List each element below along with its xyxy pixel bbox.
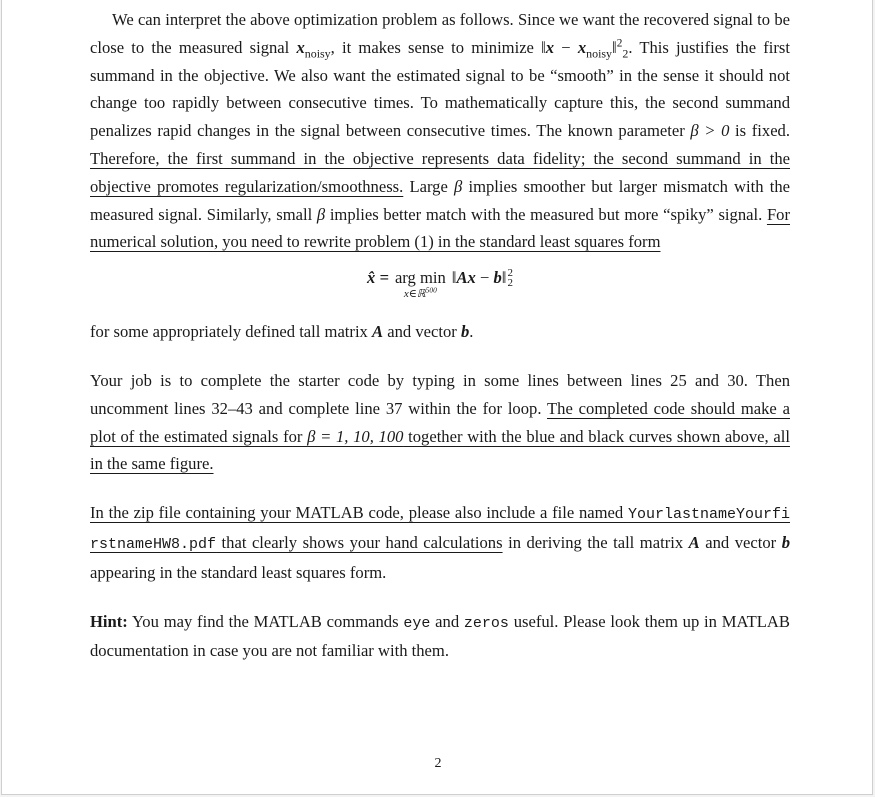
paragraph-hint xyxy=(90,608,790,666)
math-norm-open: ‖ xyxy=(451,268,457,288)
text-run: implies better match with the measured but more “spiky” signal. xyxy=(325,204,767,224)
text-run: Your job is to complete the starter code by typing in some lines between lines 25 and 30. Then uncomment lines 32–43 and complete line 37 within the for loop. xyxy=(90,370,790,418)
text-run: . This justifies the first summand in the objective. We also want the estimated signal to be “smooth” in the sense it should not change too rapidly between consecutive times. To mathematically capture this, the second summand penalizes rapid changes in the signal between consecutive times. The known parameter xyxy=(90,37,790,141)
math-minus: − xyxy=(475,268,494,288)
text-run: implies smoother but larger mismatch with the measured signal. Similarly, small xyxy=(90,176,790,224)
text-run: is fixed. xyxy=(729,121,790,141)
math-beta: β xyxy=(316,204,326,224)
paragraph-zip-file xyxy=(90,499,790,586)
underlined-text: Therefore, the first summand in the objective represents data fidelity; the second summand in the objective promotes regularization/smoothness. xyxy=(90,148,790,196)
math-sub: 2 xyxy=(507,277,513,290)
math-x: x xyxy=(467,268,476,288)
text-run: , it makes sense to minimize xyxy=(330,37,542,57)
text-run: in deriving the tall matrix xyxy=(502,532,689,552)
code-eye: eye xyxy=(403,614,431,632)
math-sup: 2 xyxy=(507,267,513,280)
text-run: and vector xyxy=(699,532,782,552)
text-run: and xyxy=(430,611,464,631)
math-sup: 2 xyxy=(616,37,623,50)
text-run: for some appropriately defined tall matrix xyxy=(90,322,372,342)
math-minus: − xyxy=(554,37,578,57)
math-x: x xyxy=(577,37,587,57)
text-run: useful. Please look them up in MATLAB documentation in case you are not familiar with them. xyxy=(90,611,790,661)
text-run: We can interpret the above optimization problem as follows. Since we want the recovered signal to be close to the measured signal xyxy=(90,10,790,57)
text-run: . xyxy=(469,322,474,342)
filename-code: YourlastnameYourfirstnameHW8.pdf xyxy=(90,506,790,553)
text-run: and vector xyxy=(383,322,461,342)
math-beta-values: β = 1, 10, 100 xyxy=(307,426,404,446)
math-b: b xyxy=(460,322,470,342)
paragraph-interpretation xyxy=(90,6,790,256)
text-run: You may find the MATLAB commands xyxy=(127,611,404,631)
underlined-text: together with the blue and black curves shown above, all in the same figure. xyxy=(90,426,790,474)
underlined-text: For numerical solution, you need to rewrite problem (1) in the standard least squares form xyxy=(90,204,790,252)
math-b: b xyxy=(781,532,790,552)
math-norm-close: ‖ xyxy=(501,268,507,288)
math-sub: noisy xyxy=(586,46,613,61)
least-squares-equation xyxy=(90,268,790,312)
math-sup: 500 xyxy=(425,285,437,295)
page-number: 2 xyxy=(434,756,442,771)
math-norm-open: ‖ xyxy=(541,37,546,57)
underlined-text: that clearly shows your hand calculations xyxy=(216,532,503,552)
argmin-operator xyxy=(395,268,446,300)
paragraph-tall-matrix xyxy=(90,318,790,346)
code-zeros: zeros xyxy=(463,614,509,632)
math-b: b xyxy=(493,268,502,288)
text-run: Large xyxy=(403,176,455,196)
hint-label: Hint: xyxy=(90,611,128,631)
math-x: x xyxy=(545,37,555,57)
page-body xyxy=(90,6,790,665)
math-beta: β xyxy=(454,176,463,196)
math-xhat: x̂ = xyxy=(367,268,389,288)
paragraph-job xyxy=(90,367,790,478)
math-argmin: arg min xyxy=(394,268,446,288)
math-sub: noisy xyxy=(304,46,331,61)
math-A: A xyxy=(456,268,468,288)
math-beta: β > 0 xyxy=(690,121,730,141)
text-run: appearing in the standard least squares form. xyxy=(90,562,387,582)
underlined-text: The completed code should make a plot of the estimated signals for xyxy=(90,398,790,446)
math-sub: 2 xyxy=(622,46,629,61)
document-page xyxy=(1,0,873,795)
underlined-text: In the zip file containing your MATLAB code, please also include a file named xyxy=(90,503,628,523)
math-A: A xyxy=(372,322,384,342)
math-subscript: x∈ℝ xyxy=(403,288,426,301)
math-A: A xyxy=(688,532,700,552)
math-norm-close: ‖ xyxy=(612,37,617,57)
math-x: x xyxy=(296,37,305,57)
